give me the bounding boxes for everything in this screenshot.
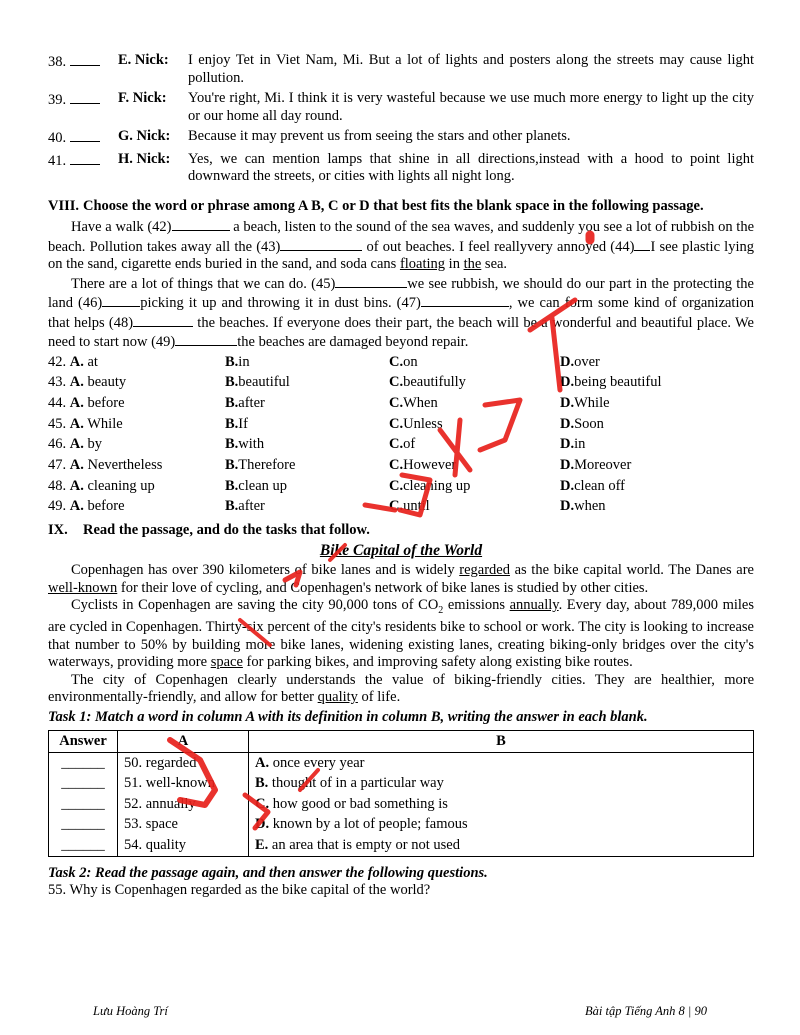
dialogue-item bbox=[48, 128, 754, 148]
option-text: While bbox=[574, 394, 610, 411]
blank-42[interactable] bbox=[172, 217, 230, 231]
option-text: beautifully bbox=[403, 374, 466, 391]
underlined-word: the bbox=[463, 256, 482, 272]
definition-text: an area that is empty or not used bbox=[271, 836, 460, 853]
question-number: 44. bbox=[48, 394, 67, 411]
text-run: , we can form some kind of organization that helps (48) bbox=[48, 295, 754, 331]
option-letter: B. bbox=[225, 415, 239, 432]
speaker-label: F. Nick: bbox=[118, 90, 167, 106]
dialogue-item bbox=[48, 90, 754, 125]
option-d[interactable] bbox=[560, 372, 754, 393]
option-letter: C. bbox=[389, 353, 404, 370]
option-c[interactable] bbox=[389, 476, 560, 497]
option-text: Soon bbox=[574, 415, 604, 432]
option-text: of bbox=[403, 436, 416, 453]
dialogue-text: Because it may prevent us from seeing the stars and other planets. bbox=[188, 128, 571, 144]
text-run: The city of Copenhagen clearly understands the value of biking-friendly cities. They are healthier, more environmentally-friendly, and allow for better bbox=[48, 671, 754, 706]
answer-blank[interactable]: ______ bbox=[61, 795, 105, 812]
option-text: clean up bbox=[238, 477, 288, 494]
passage-paragraph bbox=[48, 672, 754, 707]
question-55: 55. Why is Copenhagen regarded as the bike capital of the world? bbox=[48, 882, 431, 899]
option-text: on bbox=[403, 353, 418, 370]
option-letter: C. bbox=[389, 374, 404, 391]
option-d[interactable] bbox=[560, 496, 754, 517]
question-number: 49. bbox=[48, 498, 67, 515]
option-a[interactable] bbox=[48, 455, 225, 476]
option-c[interactable] bbox=[389, 414, 560, 435]
definition-text: known by a lot of people; famous bbox=[272, 816, 468, 833]
option-a[interactable] bbox=[48, 434, 225, 455]
option-text: Unless bbox=[403, 415, 443, 432]
text-run: picking it up and throwing it in dust bins. (47) bbox=[140, 295, 421, 311]
header-answer: Answer bbox=[49, 731, 118, 753]
option-letter: A. bbox=[69, 456, 84, 473]
option-d[interactable] bbox=[560, 455, 754, 476]
definition-text: how good or bad something is bbox=[272, 795, 448, 812]
answer-blank[interactable] bbox=[70, 151, 100, 165]
option-text: Therefore bbox=[238, 456, 296, 473]
table-row bbox=[49, 774, 754, 795]
question-number: 48. bbox=[48, 477, 67, 494]
passage-paragraph bbox=[48, 597, 754, 672]
item-number: 41. bbox=[48, 152, 67, 169]
option-letter: B. bbox=[225, 374, 239, 391]
text-run: emissions bbox=[443, 597, 510, 613]
option-letter: C. bbox=[389, 498, 404, 515]
option-b[interactable] bbox=[225, 496, 389, 517]
option-text: after bbox=[238, 498, 265, 515]
option-text: with bbox=[238, 436, 265, 453]
definition-letter: C. bbox=[255, 795, 270, 812]
option-letter: D. bbox=[560, 477, 575, 494]
column-a-word: 50. regarded bbox=[124, 754, 197, 771]
section-heading bbox=[48, 522, 754, 540]
option-text: However bbox=[403, 456, 457, 473]
option-letter: B. bbox=[225, 498, 239, 515]
option-text: clean off bbox=[574, 477, 625, 494]
option-letter: D. bbox=[560, 394, 575, 411]
option-text: beautiful bbox=[238, 374, 290, 391]
option-letter: B. bbox=[225, 477, 239, 494]
option-c[interactable] bbox=[389, 434, 560, 455]
option-b[interactable] bbox=[225, 476, 389, 497]
text-run: Cyclists in Copenhagen are saving the city 90,000 tons of CO bbox=[71, 597, 439, 613]
option-text: at bbox=[87, 353, 98, 370]
table-row bbox=[49, 835, 754, 856]
header-b: B bbox=[249, 731, 754, 753]
answer-blank[interactable] bbox=[70, 90, 100, 104]
section-number: VIII. bbox=[48, 197, 80, 214]
underlined-word: annually bbox=[509, 597, 559, 613]
question-number: 43. bbox=[48, 374, 67, 391]
option-d[interactable] bbox=[560, 393, 754, 414]
option-text: cleaning up bbox=[403, 477, 471, 494]
option-a[interactable] bbox=[48, 476, 225, 497]
underlined-word: regarded bbox=[459, 562, 510, 578]
option-d[interactable] bbox=[560, 352, 754, 373]
option-text: before bbox=[87, 394, 125, 411]
option-letter: A. bbox=[69, 353, 84, 370]
option-b[interactable] bbox=[225, 393, 389, 414]
dialogue-item bbox=[48, 52, 754, 87]
text-run: for their love of cycling, and Copenhagen's network of bike lanes is studied by other cities. bbox=[117, 579, 649, 596]
text-run: Have a walk (42) bbox=[71, 219, 172, 235]
speaker-label: H. Nick: bbox=[118, 150, 171, 167]
question-number: 42. bbox=[48, 353, 67, 370]
option-b[interactable] bbox=[225, 352, 389, 373]
passage-title bbox=[48, 542, 754, 560]
underlined-word: space bbox=[210, 654, 243, 671]
subscript: 2 bbox=[438, 604, 444, 616]
text-run: a beach, listen to the sound of the sea waves, and suddenly you see a lot of rubbish on the beach. Pollution takes away all the (43) bbox=[48, 219, 755, 255]
text-run: of life. bbox=[357, 689, 401, 706]
task2-instruction: Task 2: Read the passage again, and then answer the following questions. bbox=[48, 864, 488, 881]
option-letter: B. bbox=[225, 394, 239, 411]
blank-44[interactable] bbox=[634, 237, 650, 251]
option-text: in bbox=[574, 436, 586, 453]
text-run: in bbox=[445, 256, 464, 272]
question-number: 46. bbox=[48, 436, 67, 453]
option-letter: C. bbox=[389, 394, 404, 411]
worksheet-page bbox=[48, 52, 754, 900]
table-row bbox=[49, 752, 754, 773]
option-letter: D. bbox=[560, 498, 575, 515]
option-text: Nevertheless bbox=[87, 456, 163, 473]
option-text: being beautiful bbox=[574, 374, 662, 391]
blank-47[interactable] bbox=[421, 293, 509, 307]
question-number: 45. bbox=[48, 415, 67, 432]
dialogue-text: I enjoy Tet in Viet Nam, Mi. But a lot of lights and posters along the streets may cause light pollution. bbox=[188, 52, 754, 86]
option-a[interactable] bbox=[48, 372, 225, 393]
answer-blank[interactable]: ______ bbox=[61, 816, 105, 833]
option-letter: C. bbox=[389, 415, 404, 432]
text-run: we see rubbish, we should do our part in the protecting the land (46) bbox=[48, 275, 754, 311]
option-a[interactable] bbox=[48, 393, 225, 414]
answer-blank[interactable]: ______ bbox=[61, 754, 105, 771]
definition-text: once every year bbox=[272, 754, 365, 771]
table-row bbox=[49, 794, 754, 815]
dialogue-text: You're right, Mi. I think it is very wasteful because we use much more energy to light up the city or our home all day round. bbox=[188, 90, 754, 124]
option-letter: A. bbox=[69, 477, 84, 494]
option-letter: A. bbox=[69, 374, 84, 391]
blank-46[interactable] bbox=[102, 293, 140, 307]
footer-page-info: Bài tập Tiếng Anh 8 | 90 bbox=[585, 1004, 707, 1018]
question-number: 47. bbox=[48, 456, 67, 473]
option-c[interactable] bbox=[389, 496, 560, 517]
text-run: I see plastic lying on the sand, cigarette ends buried in the sand, and soda cans bbox=[48, 238, 754, 272]
option-c[interactable] bbox=[389, 372, 560, 393]
definition-letter: B. bbox=[255, 775, 269, 792]
option-c[interactable] bbox=[389, 455, 560, 476]
blank-43[interactable] bbox=[280, 237, 362, 251]
option-a[interactable] bbox=[48, 414, 225, 435]
option-text: in bbox=[238, 353, 250, 370]
cloze-paragraph bbox=[48, 217, 754, 274]
underlined-word: well-known bbox=[48, 579, 118, 596]
definition-text: thought of in a particular way bbox=[271, 775, 444, 792]
option-text: Moreover bbox=[574, 456, 632, 473]
item-number: 40. bbox=[48, 130, 67, 146]
option-letter: D. bbox=[560, 374, 575, 391]
dialogue-item bbox=[48, 151, 754, 186]
option-a[interactable] bbox=[48, 352, 225, 373]
option-text: beauty bbox=[87, 374, 127, 391]
option-text: by bbox=[87, 436, 102, 453]
answer-blank[interactable]: ______ bbox=[61, 836, 105, 853]
text-run: for parking bikes, and improving safety along existing bike routes. bbox=[242, 654, 633, 671]
option-d[interactable] bbox=[560, 434, 754, 455]
matching-table bbox=[48, 730, 754, 857]
option-letter: A. bbox=[69, 394, 84, 411]
blank-45[interactable] bbox=[335, 274, 407, 288]
blank-49[interactable] bbox=[175, 332, 237, 346]
option-d[interactable] bbox=[560, 414, 754, 435]
option-letter: C. bbox=[389, 477, 404, 494]
option-text: cleaning up bbox=[87, 477, 155, 494]
option-a[interactable] bbox=[48, 496, 225, 517]
option-c[interactable] bbox=[389, 393, 560, 414]
option-b[interactable] bbox=[225, 414, 389, 435]
option-text: when bbox=[574, 498, 606, 515]
footer-author: Lưu Hoàng Trí bbox=[93, 1004, 168, 1018]
underlined-word: floating bbox=[399, 256, 446, 272]
option-text: over bbox=[574, 353, 600, 370]
option-text: If bbox=[238, 415, 248, 432]
speaker-label: E. Nick: bbox=[118, 52, 169, 68]
text-run: the beaches. If everyone does their part, the beach will be a wonderful and beautiful place. We need to start now (49) bbox=[48, 314, 754, 350]
item-number: 39. bbox=[48, 92, 67, 108]
answer-blank[interactable] bbox=[70, 52, 100, 66]
text-run: of out beaches. I feel reallyvery annoyed (44) bbox=[362, 238, 635, 255]
option-text: after bbox=[238, 394, 265, 411]
column-a-word: 52. annually bbox=[124, 795, 196, 812]
option-letter: D. bbox=[560, 415, 575, 432]
option-b[interactable] bbox=[225, 434, 389, 455]
answer-options bbox=[48, 352, 754, 518]
option-letter: D. bbox=[560, 436, 575, 453]
speaker-label: G. Nick: bbox=[118, 128, 171, 144]
column-a-word: 54. quality bbox=[124, 836, 187, 853]
option-letter: D. bbox=[560, 456, 575, 473]
cloze-paragraph bbox=[48, 274, 754, 352]
blank-48[interactable] bbox=[133, 313, 193, 327]
section-title: Read the passage, and do the tasks that follow. bbox=[83, 522, 370, 538]
option-b[interactable] bbox=[225, 372, 389, 393]
text-run: There are a lot of things that we can do. (45) bbox=[71, 275, 336, 292]
option-letter: B. bbox=[225, 436, 239, 453]
option-letter: B. bbox=[225, 353, 239, 370]
column-a-word: 53. space bbox=[124, 816, 178, 833]
column-a-word: 51. well-known bbox=[124, 775, 216, 792]
option-letter: C. bbox=[389, 436, 404, 453]
passage-title-text: Bike Capital of the World bbox=[319, 541, 483, 559]
text-run: as the bike capital world. The Danes are bbox=[509, 562, 754, 578]
table-row bbox=[49, 815, 754, 836]
option-c[interactable] bbox=[389, 352, 560, 373]
item-number: 38. bbox=[48, 54, 67, 70]
text-run: . Every day, about 789,000 miles are cycled in Copenhagen. Thirty-six percent of the city's residents bike to school or work. The city is looking to increase that number to 50% by building more bike lanes, widening existing lanes, creating biking-only bridges over the city's waterways, providing more bbox=[48, 597, 754, 671]
text-run: Copenhagen has over 390 kilometers of bike lanes and is widely bbox=[71, 562, 460, 578]
option-text: While bbox=[87, 415, 123, 432]
option-text: before bbox=[87, 498, 125, 515]
passage-paragraph bbox=[48, 562, 754, 597]
header-a: A bbox=[118, 731, 249, 753]
option-letter: A. bbox=[69, 498, 84, 515]
table-header-row bbox=[49, 731, 754, 753]
option-letter: A. bbox=[69, 415, 84, 432]
option-b[interactable] bbox=[225, 455, 389, 476]
option-text: until bbox=[403, 498, 430, 515]
text-run: sea. bbox=[481, 256, 508, 272]
answer-blank[interactable] bbox=[70, 128, 100, 142]
task1-instruction: Task 1: Match a word in column A with its definition in column B, writing the answer in each blank. bbox=[48, 708, 648, 725]
option-letter: C. bbox=[389, 456, 404, 473]
definition-letter: A. bbox=[255, 754, 270, 771]
definition-letter: D. bbox=[255, 816, 270, 833]
option-text: When bbox=[403, 394, 438, 411]
definition-letter: E. bbox=[255, 836, 269, 853]
text-run: the beaches are damaged beyond repair. bbox=[237, 334, 469, 350]
option-letter: D. bbox=[560, 353, 575, 370]
dialogue-list bbox=[48, 52, 754, 186]
section-heading bbox=[48, 198, 754, 216]
option-letter: A. bbox=[69, 436, 84, 453]
option-d[interactable] bbox=[560, 476, 754, 497]
option-letter: B. bbox=[225, 456, 239, 473]
underlined-word: quality bbox=[317, 689, 358, 706]
section-number: IX. bbox=[48, 522, 68, 538]
dialogue-text: Yes, we can mention lamps that shine in all directions,instead with a hood to point light downward the streets, or cities with lights all night long. bbox=[188, 150, 754, 184]
section-title: Choose the word or phrase among A B, C or D that best fits the blank space in the following passage. bbox=[83, 197, 704, 214]
answer-blank[interactable]: ______ bbox=[61, 775, 105, 792]
